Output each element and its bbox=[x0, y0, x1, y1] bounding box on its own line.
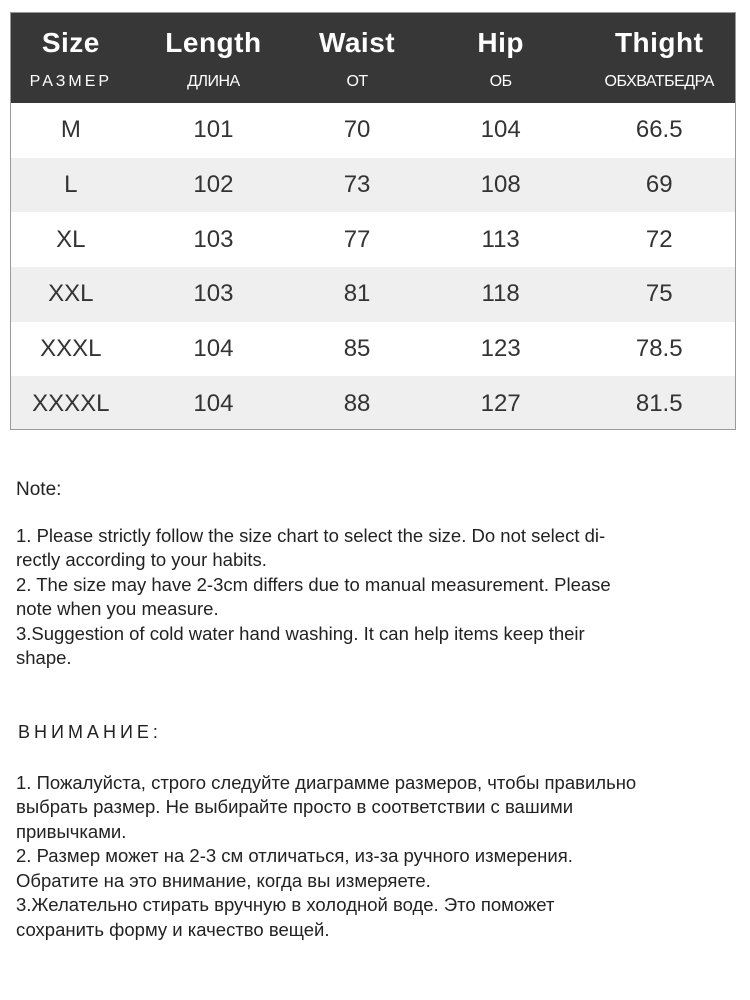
table-row bbox=[11, 322, 735, 377]
cell-thigh: 81.5 bbox=[635, 389, 683, 417]
note-line: 2. The size may have 2-3cm differs due to manual measurement. Please bbox=[16, 573, 611, 595]
header-size bbox=[11, 13, 131, 103]
cell-size: XXL bbox=[48, 280, 94, 308]
header-length-ru: ДЛИНА bbox=[187, 73, 240, 90]
table-row bbox=[11, 376, 735, 430]
note-line: 3.Suggestion of cold water hand washing. It can help items keep their bbox=[16, 622, 585, 644]
cell-length: 101 bbox=[193, 116, 234, 144]
russian-notes bbox=[16, 720, 728, 942]
cell-hip: 104 bbox=[480, 116, 521, 144]
cell-size: XXXXL bbox=[32, 389, 110, 417]
table-header bbox=[11, 13, 735, 103]
header-waist-en: Waist bbox=[318, 27, 396, 58]
header-waist-ru: ОТ bbox=[346, 73, 368, 90]
cell-length: 103 bbox=[193, 280, 234, 308]
table-row bbox=[11, 212, 735, 267]
table-row bbox=[11, 158, 735, 213]
cell-thigh: 75 bbox=[645, 280, 673, 308]
header-length bbox=[131, 13, 297, 103]
cell-hip: 123 bbox=[480, 334, 521, 362]
cell-size: XL bbox=[56, 225, 86, 253]
cell-length: 104 bbox=[193, 389, 234, 417]
table-row bbox=[11, 267, 735, 322]
ru-note-title: ВНИМАНИЕ: bbox=[18, 722, 162, 742]
cell-waist: 85 bbox=[343, 334, 371, 362]
table-body bbox=[11, 103, 735, 430]
cell-hip: 108 bbox=[480, 170, 521, 198]
ru-note-line: сохранить форму и качество вещей. bbox=[16, 918, 330, 940]
cell-size: XXXL bbox=[40, 334, 102, 362]
ru-note-line: 2. Размер может на 2-3 см отличаться, из-за ручного измерения. bbox=[16, 845, 573, 866]
english-notes bbox=[16, 478, 728, 671]
ru-note-line: 3.Желательно стирать вручную в холодной воде. Это поможет bbox=[16, 894, 555, 915]
cell-waist: 88 bbox=[343, 389, 371, 417]
cell-hip: 118 bbox=[481, 280, 520, 308]
cell-length: 104 bbox=[193, 334, 234, 362]
ru-note-line: Обратите на это внимание, когда вы измеряете. bbox=[16, 869, 431, 891]
cell-hip: 127 bbox=[480, 389, 521, 417]
header-hip-en: Hip bbox=[477, 27, 524, 58]
header-length-en: Length bbox=[165, 27, 262, 58]
cell-thigh: 78.5 bbox=[635, 334, 683, 362]
cell-waist: 77 bbox=[343, 225, 371, 253]
cell-thigh: 69 bbox=[645, 170, 673, 198]
header-size-ru: РАЗМЕР bbox=[29, 73, 113, 90]
header-waist bbox=[296, 13, 418, 103]
cell-thigh: 66.5 bbox=[635, 116, 683, 144]
note-line: rectly according to your habits. bbox=[16, 549, 267, 570]
cell-waist: 81 bbox=[343, 280, 371, 308]
ru-note-line: привычками. bbox=[16, 820, 127, 842]
note-line: 1. Please strictly follow the size chart to select the size. Do not select di- bbox=[16, 524, 606, 546]
cell-waist: 70 bbox=[343, 116, 371, 144]
cell-thigh: 72 bbox=[645, 225, 673, 253]
header-hip bbox=[418, 13, 584, 103]
note-title: Note: bbox=[16, 479, 62, 500]
size-chart-table bbox=[10, 12, 736, 430]
header-thigh bbox=[583, 13, 735, 103]
ru-note-line: выбрать размер. Не выбирайте просто в соответствии с вашими bbox=[16, 796, 574, 817]
cell-size: L bbox=[64, 170, 78, 198]
cell-waist: 73 bbox=[343, 170, 371, 198]
cell-hip: 113 bbox=[481, 225, 520, 253]
header-thigh-en: Thight bbox=[614, 27, 704, 58]
table-row bbox=[11, 103, 735, 158]
ru-note-line: 1. Пожалуйста, строго следуйте диаграмме размеров, чтобы правильно bbox=[16, 771, 637, 793]
note-line: shape. bbox=[16, 647, 72, 668]
note-line: note when you measure. bbox=[16, 598, 219, 619]
header-hip-ru: ОБ bbox=[489, 73, 512, 90]
header-size-en: Size bbox=[41, 27, 100, 58]
header-thigh-ru: ОБХВАТБЕДРА bbox=[604, 73, 714, 90]
cell-length: 103 bbox=[193, 225, 234, 253]
cell-length: 102 bbox=[193, 170, 234, 198]
cell-size: M bbox=[60, 116, 81, 144]
